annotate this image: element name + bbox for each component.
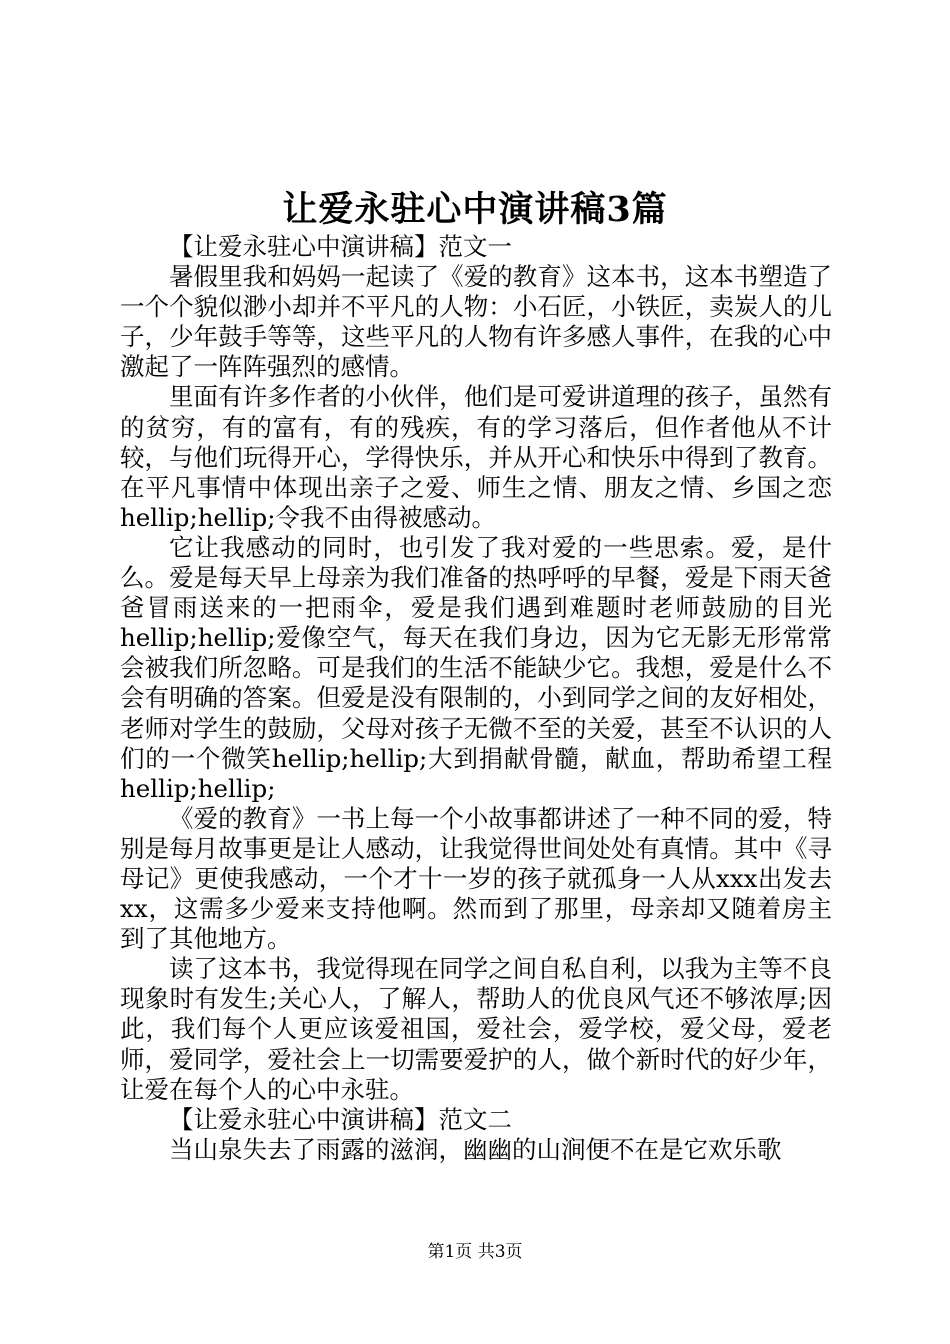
paragraph: 里面有许多作者的小伙伴，他们是可爱讲道理的孩子，虽然有的贫穷，有的富有，有的残疾，有的学习落后，但作者他从不计较，与他们玩得开心，学得快乐，并从开心和快乐中得到了教育。在平凡事情中体现出亲子之爱、师生之情、朋友之情、乡国之恋hellip;hellip;令我不由得被感动。 [120,382,832,532]
paragraph: 它让我感动的同时，也引发了我对爱的一些思索。爱，是什么。爱是每天早上母亲为我们准备的热呼呼的早餐，爱是下雨天爸爸冒雨送来的一把雨伞，爱是我们遇到难题时老师鼓励的目光hellip;hellip;爱像空气，每天在我们身边，因为它无影无形常常会被我们所忽略。可是我们的生活不能缺少它。我想，爱是什么不会有明确的答案。但爱是没有限制的，小到同学之间的友好相处，老师对学生的鼓励，父母对孩子无微不至的关爱，甚至不认识的人们的一个微笑hellip;hellip;大到捐献骨髓，献血，帮助希望工程hellip;hellip; [120,532,832,803]
section-heading: 【让爱永驻心中演讲稿】范文二 [169,1104,512,1134]
paragraph: 《爱的教育》一书上每一个小故事都讲述了一种不同的爱，特别是每月故事更是让人感动，让我觉得世间处处有真情。其中《寻母记》更使我感动，一个才十一岁的孩子就孤身一人从xxx出发去xx，这需多少爱来支持他啊。然而到了那里，母亲却又随着房主到了其他地方。 [120,803,832,954]
document-title: 让爱永驻心中演讲稿3篇 [282,189,668,230]
paragraph: 暑假里我和妈妈一起读了《爱的教育》这本书，这本书塑造了一个个貌似渺小却并不平凡的人物：小石匠，小铁匠，卖炭人的儿子，少年鼓手等等，这些平凡的人物有许多感人事件，在我的心中激起了一阵阵强烈的感情。 [120,262,832,382]
section-heading: 【让爱永驻心中演讲稿】范文一 [169,232,512,261]
page-footer: 第1页 共3页 [427,1242,523,1262]
paragraph: 读了这本书，我觉得现在同学之间自私自利，以我为主等不良现象时有发生;关心人，了解人，帮助人的优良风气还不够浓厚;因此，我们每个人更应该爱祖国，爱社会，爱学校，爱父母，爱老师，爱同学，爱社会上一切需要爱护的人，做个新时代的好少年，让爱在每个人的心中永驻。 [120,954,832,1104]
section-two [120,1105,832,1165]
paragraph: 当山泉失去了雨露的滋润，幽幽的山涧便不在是它欢乐歌 [169,1134,782,1164]
section-one [120,232,832,1105]
document-body [120,232,832,1165]
